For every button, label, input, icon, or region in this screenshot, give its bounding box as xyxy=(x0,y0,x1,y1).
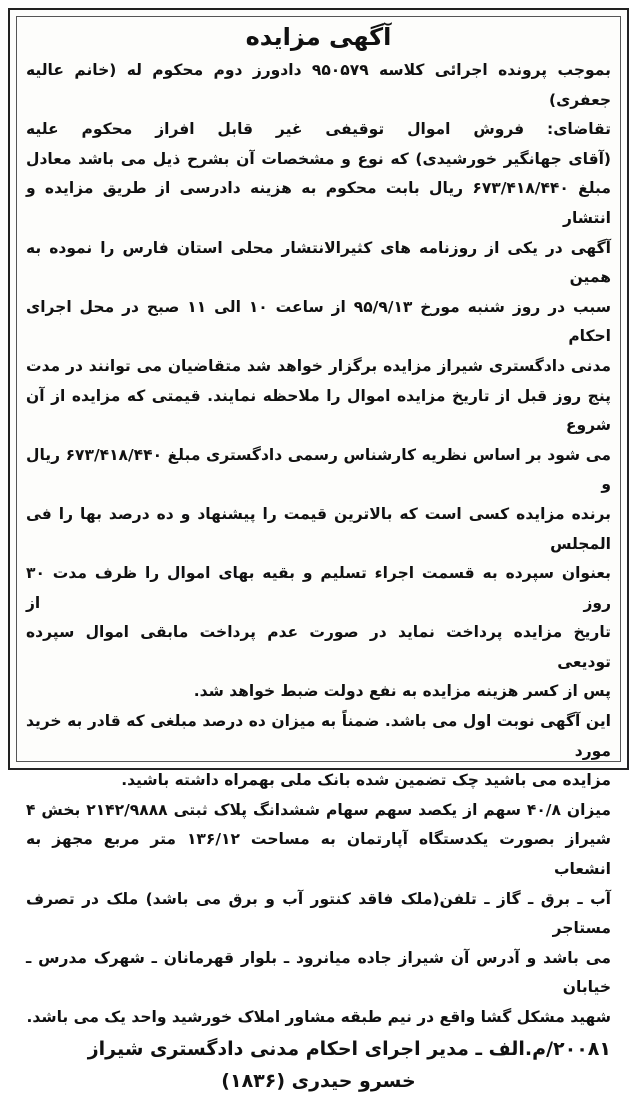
text-line: (آقای جهانگیر خورشیدی) که نوع و مشخصات آن بشرح ذیل می باشد معادل xyxy=(26,149,611,168)
text-line: می شود بر اساس نظریه کارشناس رسمی دادگستری مبلغ ۶۷۳/۴۱۸/۴۴۰ ریال و xyxy=(26,445,612,494)
text-line: آگهی در یکی از روزنامه های کثیرالانتشار محلی استان فارس را نموده به همین xyxy=(26,238,611,287)
paragraph-3 xyxy=(26,796,611,1033)
text-line: تاریخ مزایده پرداخت نماید در صورت عدم پرداخت مابقی اموال سپرده تودیعی xyxy=(26,623,611,671)
text-line: بموجب پرونده اجرائی کلاسه ۹۵۰۵۷۹ دادورز دوم محکوم له (خانم عالیه جعفری) xyxy=(26,61,611,109)
text-line: سبب در روز شنبه مورخ ۹۵/۹/۱۳ از ساعت ۱۰ الی ۱۱ صبح در محل اجرای احکام xyxy=(26,297,611,346)
signature-title: ۲۰۰۸۱/م.الف ـ مدیر اجرای احکام مدنی دادگستری شیراز xyxy=(87,1037,611,1060)
text-line: بعنوان سپرده به قسمت اجراء تسلیم و بقیه بهای اموال را ظرف مدت ۳۰ روز از xyxy=(26,564,611,612)
notice-title: آگهی مزایده xyxy=(245,23,392,51)
text-line: تقاضای: فروش اموال توقیفی غیر قابل افراز محکوم علیه xyxy=(26,120,611,139)
text-line: آب ـ برق ـ گاز ـ تلفن(ملک فاقد کنتور آب و برق می باشد) ملک در تصرف مستاجر xyxy=(26,889,611,938)
text-line: برنده مزایده کسی است که بالاترین قیمت را پیشنهاد و ده درصد بها را فی المجلس xyxy=(26,504,611,553)
paragraph-2 xyxy=(26,707,611,796)
text-line: می باشد و آدرس آن شیراز جاده میانرود ـ بلوار قهرمانان ـ شهرک مدرس ـ خیابان xyxy=(26,948,611,997)
text-line: شیراز بصورت یکدستگاه آپارتمان به مساحت ۱۳۶/۱۲ متر مربع مجهز به انشعاب xyxy=(26,830,611,879)
text-line: مزایده می باشید چک تضمین شده بانک ملی بهمراه داشته باشید. xyxy=(121,771,611,790)
text-line: پنج روز قبل از تاریخ مزایده اموال را ملاحظه نمایند. قیمتی که مزایده از آن شروع xyxy=(26,386,611,435)
paragraph-1 xyxy=(26,56,611,707)
text-line: میزان ۴۰/۸ سهم از یکصد سهم سهام ششدانگ پلاک ثبتی ۲۱۴۲/۹۸۸۸ بخش ۴ xyxy=(26,800,611,819)
text-line: پس از کسر هزینه مزایده به نفع دولت ضبط خواهد شد. xyxy=(193,682,611,701)
text-line: این آگهی نوبت اول می باشد. ضمناً به میزان ده درصد مبلغی که قادر به خرید مورد xyxy=(26,712,611,760)
signature-name: خسرو حیدری (۱۸۳۶) xyxy=(221,1069,416,1092)
notice-frame xyxy=(8,8,629,1092)
notice-content xyxy=(26,22,612,1092)
text-line: شهید مشکل گشا واقع در نیم طبقه مشاور املاک خورشید واحد یک می باشد. xyxy=(26,1008,611,1026)
text-line: مبلغ ۶۷۳/۴۱۸/۴۴۰ ریال بابت محکوم به هزینه دادرسی از طریق مزایده و انتشار xyxy=(26,179,611,227)
text-line: مدنی دادگستری شیراز مزایده برگزار خواهد شد متقاضیان می توانند در مدت xyxy=(26,356,611,375)
